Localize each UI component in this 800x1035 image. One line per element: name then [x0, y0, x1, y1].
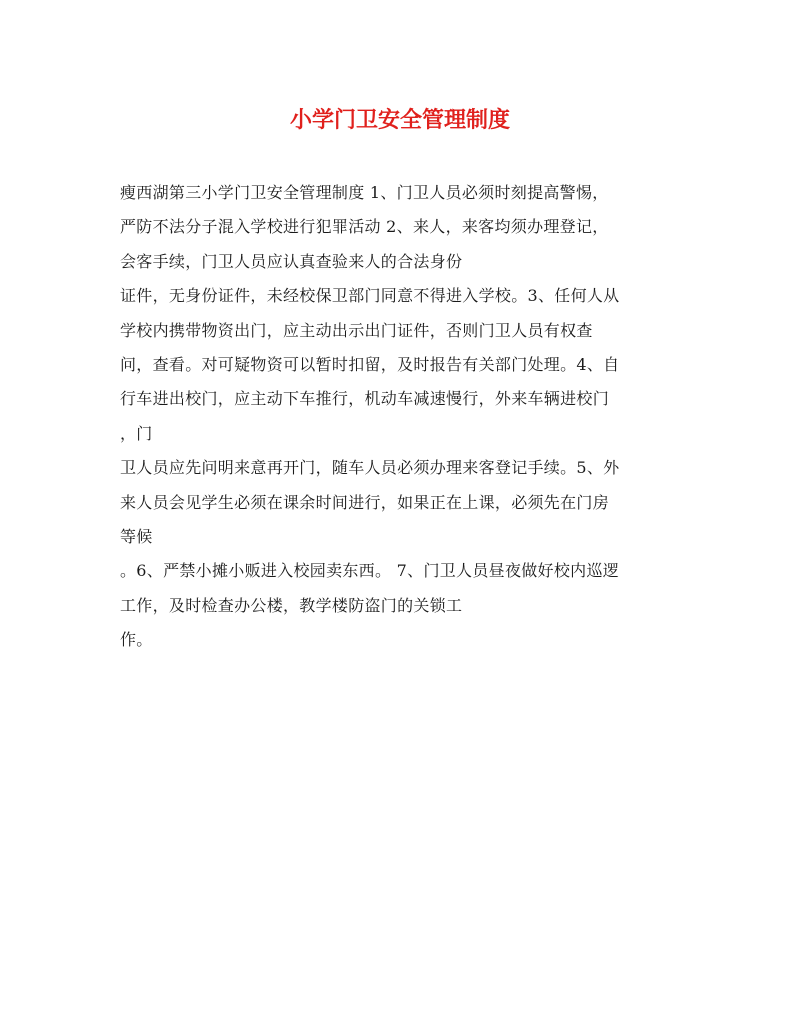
document-body — [120, 176, 700, 658]
body-line: 工作，及时检查办公楼，教学楼防盗门的关锁工 — [120, 595, 463, 615]
body-line: 证件，无身份证件，未经校保卫部门同意不得进入学校。3、任何人从 — [120, 286, 620, 306]
body-line: ，门 — [120, 423, 153, 443]
body-line: 瘦西湖第三小学门卫安全管理制度 1、门卫人员必须时刻提高警惕， — [120, 183, 609, 202]
document-title: 小学门卫安全管理制度 — [289, 107, 510, 133]
body-line: 等候 — [120, 527, 153, 547]
body-line: 作。 — [120, 630, 153, 650]
body-line: 会客手续，门卫人员应认真查验来人的合法身份 — [120, 251, 463, 271]
body-line: 严防不法分子混入学校进行犯罪活动 2、来人，来客均须办理登记， — [120, 217, 609, 237]
body-line: 问，查看。对可疑物资可以暂时扣留，及时报告有关部门处理。4、自 — [120, 355, 620, 375]
body-line: 来人员会见学生必须在课余时间进行，如果正在上课，必须先在门房 — [120, 492, 610, 512]
body-line: 卫人员应先问明来意再开门，随车人员必须办理来客登记手续。5、外 — [120, 458, 620, 478]
body-line: 行车进出校门，应主动下车推行，机动车减速慢行，外来车辆进校门 — [120, 389, 610, 409]
body-line: 学校内携带物资出门，应主动出示出门证件，否则门卫人员有权查 — [120, 320, 593, 340]
body-line: 。6、严禁小摊小贩进入校园卖东西。 7、门卫人员昼夜做好校内巡逻 — [120, 561, 620, 581]
